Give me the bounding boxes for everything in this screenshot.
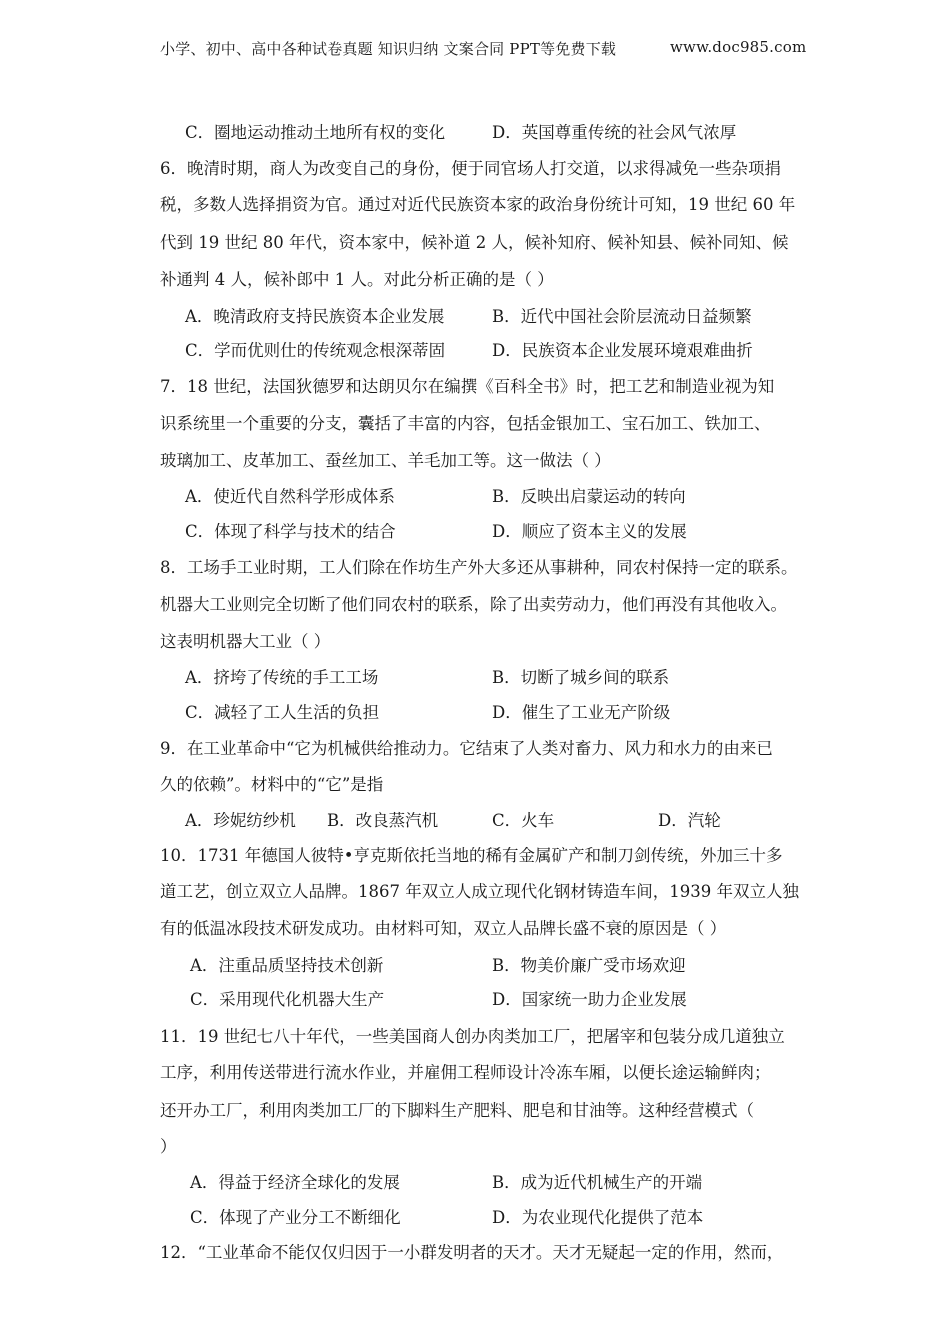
q11-option-a: A．得益于经济全球化的发展 — [190, 1173, 400, 1192]
q10-option-c: C．采用现代化机器大生产 — [190, 990, 385, 1009]
q10-stem-line: 有的低温冰段技术研发成功。由材料可知，双立人品牌长盛不衰的原因是（ ） — [160, 919, 727, 938]
q10-option-a: A．注重品质坚持技术创新 — [190, 956, 384, 975]
q11-stem-line: 工序，利用传送带进行流水作业，并雇佣工程师设计冷冻车厢，以便长途运输鲜肉； — [160, 1063, 771, 1082]
q9-option-c: C．火车 — [492, 811, 555, 830]
q6-option-a: A．晚清政府支持民族资本企业发展 — [185, 307, 445, 326]
q5-option-c: C．圈地运动推动土地所有权的变化 — [185, 123, 446, 142]
q6-stem-line: 税，多数人选择捐资为官。通过对近代民族资本家的政治身份统计可知，19 世纪 60 年 — [160, 195, 796, 214]
q11-stem-line: ） — [160, 1137, 177, 1156]
q11-option-c: C．体现了产业分工不断细化 — [190, 1208, 401, 1227]
q11-option-b: B．成为近代机械生产的开端 — [492, 1173, 703, 1192]
q6-stem-line: 6．晚清时期，商人为改变自己的身份，便于同官场人打交道，以求得减免一些杂项捐 — [160, 159, 781, 178]
q10-stem-line: 道工艺，创立双立人品牌。1867 年双立人成立现代化钢材铸造车间，1939 年双立人独 — [160, 882, 799, 901]
q9-stem-line: 久的依赖”。材料中的“它”是指 — [160, 775, 384, 794]
header-site-url: www.doc985.com — [670, 38, 807, 56]
q7-option-a: A．使近代自然科学形成体系 — [185, 487, 395, 506]
q10-option-b: B．物美价廉广受市场欢迎 — [492, 956, 686, 975]
q6-option-b: B．近代中国社会阶层流动日益频繁 — [492, 307, 752, 326]
q9-stem-line: 9．在工业革命中“它为机械供给推动力。它结束了人类对畜力、风力和水力的由来已 — [160, 739, 773, 758]
q5-option-d: D．英国尊重传统的社会风气浓厚 — [492, 123, 737, 142]
q9-option-d: D．汽轮 — [658, 811, 721, 830]
page-header — [160, 38, 807, 59]
q6-option-d: D．民族资本企业发展环境艰难曲折 — [492, 341, 753, 360]
q8-option-b: B．切断了城乡间的联系 — [492, 668, 670, 687]
q6-option-c: C．学而优则仕的传统观念根深蒂固 — [185, 341, 446, 360]
q6-stem-line: 代到 19 世纪 80 年代，资本家中，候补道 2 人，候补知府、候补知县、候补同知、候 — [160, 233, 789, 252]
q7-option-b: B．反映出启蒙运动的转向 — [492, 487, 686, 506]
q9-option-a: A．珍妮纺纱机 — [185, 811, 296, 830]
q7-stem-line: 玻璃加工、皮革加工、蚕丝加工、羊毛加工等。这一做法（ ） — [160, 451, 611, 470]
q7-stem-line: 识系统里一个重要的分支，囊括了丰富的内容，包括金银加工、宝石加工、铁加工、 — [160, 414, 771, 433]
q11-option-d: D．为农业现代化提供了范本 — [492, 1208, 704, 1227]
q7-stem-line: 7．18 世纪，法国狄德罗和达朗贝尔在编撰《百科全书》时，把工艺和制造业视为知 — [160, 377, 775, 396]
q12-stem-line: 12．“工业革命不能仅仅归因于一小群发明者的天才。天才无疑起一定的作用，然而， — [160, 1243, 784, 1262]
header-slogan: 小学、初中、高中各种试卷真题 知识归纳 文案合同 PPT等免费下载 — [160, 40, 617, 58]
q8-stem-line: 这表明机器大工业（ ） — [160, 632, 331, 651]
q8-stem-line: 8．工场手工业时期，工人们除在作坊生产外大多还从事耕种，同农村保持一定的联系。 — [160, 558, 798, 577]
q8-option-a: A．挤垮了传统的手工工场 — [185, 668, 379, 687]
q11-stem-line: 11．19 世纪七八十年代，一些美国商人创办肉类加工厂，把屠宰和包装分成几道独立 — [160, 1027, 785, 1046]
q8-stem-line: 机器大工业则完全切断了他们同农村的联系，除了出卖劳动力，他们再没有其他收入。 — [160, 595, 787, 614]
q8-option-c: C．减轻了工人生活的负担 — [185, 703, 380, 722]
q10-stem-line: 10．1731 年德国人彼特•亨克斯依托当地的稀有金属矿产和制刀剑传统，外加三十多 — [160, 846, 783, 865]
q7-option-d: D．顺应了资本主义的发展 — [492, 522, 687, 541]
q7-option-c: C．体现了科学与技术的结合 — [185, 522, 396, 541]
q9-option-b: B．改良蒸汽机 — [327, 811, 439, 830]
q8-option-d: D．催生了工业无产阶级 — [492, 703, 671, 722]
q11-stem-line: 还开办工厂，利用肉类加工厂的下脚料生产肥料、肥皂和甘油等。这种经营模式（ — [160, 1101, 754, 1120]
q10-option-d: D．国家统一助力企业发展 — [492, 990, 687, 1009]
q6-stem-line: 补通判 4 人，候补郎中 1 人。对此分析正确的是（ ） — [160, 270, 554, 289]
